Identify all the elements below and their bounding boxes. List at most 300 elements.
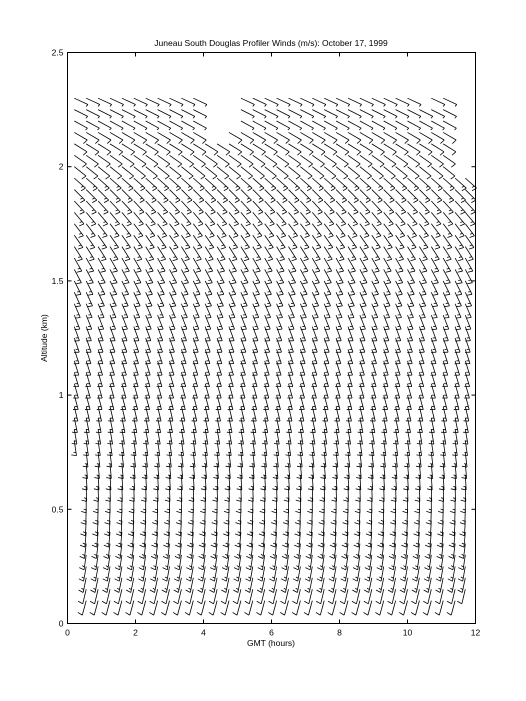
wind-barb bbox=[387, 601, 395, 615]
wind-barb-feather bbox=[236, 511, 241, 513]
wind-barb-feather bbox=[317, 236, 322, 238]
wind-barb-staff bbox=[205, 235, 214, 247]
wind-barb bbox=[122, 98, 136, 106]
wind-barb-staff bbox=[348, 349, 353, 363]
wind-barb-feather bbox=[81, 188, 85, 191]
wind-barb-feather bbox=[103, 568, 108, 570]
wind-barb bbox=[190, 441, 195, 456]
wind-barb-feather bbox=[385, 294, 390, 295]
wind-barb-feather bbox=[92, 200, 97, 202]
wind-barb-feather bbox=[254, 318, 259, 319]
wind-barb-feather bbox=[127, 568, 132, 570]
wind-barb-feather bbox=[235, 210, 237, 211]
wind-barb-staff bbox=[336, 155, 348, 164]
wind-barb-feather bbox=[388, 257, 391, 258]
wind-barb-staff bbox=[158, 132, 171, 140]
wind-barb-feather bbox=[403, 577, 405, 578]
wind-barb-feather bbox=[390, 523, 395, 525]
wind-barb bbox=[384, 132, 397, 143]
wind-barb bbox=[109, 384, 114, 398]
wind-barb bbox=[170, 110, 183, 119]
wind-barb-staff bbox=[408, 110, 421, 117]
wind-barb-staff bbox=[158, 167, 170, 176]
wind-barb-feather bbox=[80, 534, 85, 536]
wind-barb-feather bbox=[410, 271, 415, 272]
wind-barb-feather bbox=[389, 233, 391, 234]
wind-barb-staff bbox=[348, 212, 358, 223]
wind-barb-feather bbox=[187, 222, 189, 223]
wind-barb-feather bbox=[151, 233, 153, 234]
wind-barb-feather bbox=[332, 554, 334, 555]
wind-barb-staff bbox=[217, 155, 229, 164]
wind-barb bbox=[381, 441, 386, 456]
wind-barb-feather bbox=[256, 612, 260, 615]
wind-barb-feather bbox=[333, 543, 335, 544]
wind-barb-feather bbox=[98, 116, 100, 118]
wind-barb bbox=[292, 601, 300, 615]
wind-barb-feather bbox=[287, 475, 290, 476]
wind-barb-feather bbox=[330, 534, 335, 536]
wind-barb-feather bbox=[259, 186, 261, 187]
wind-barb-feather bbox=[242, 318, 247, 319]
wind-barb-feather bbox=[187, 210, 189, 211]
wind-barb-staff bbox=[134, 121, 147, 128]
wind-barb-staff bbox=[217, 224, 226, 236]
wind-barb-feather bbox=[127, 556, 132, 558]
wind-barb-feather bbox=[101, 259, 106, 260]
wind-barb-feather bbox=[223, 545, 228, 547]
wind-barb-feather bbox=[297, 532, 299, 533]
wind-barb-feather bbox=[93, 588, 95, 589]
wind-barb-feather bbox=[273, 532, 275, 533]
wind-barb-staff bbox=[408, 155, 420, 164]
wind-barb-feather bbox=[414, 198, 416, 199]
wind-barb-feather bbox=[139, 556, 144, 558]
wind-barb-feather bbox=[307, 534, 312, 536]
wind-barb-staff bbox=[300, 201, 310, 212]
wind-barb-feather bbox=[227, 475, 230, 476]
wind-barb bbox=[265, 121, 278, 130]
wind-barb-feather bbox=[391, 176, 395, 179]
wind-barb bbox=[144, 407, 149, 422]
wind-barb-feather bbox=[392, 532, 394, 533]
wind-barb bbox=[287, 407, 292, 422]
wind-barb-feather bbox=[369, 444, 374, 445]
wind-barb-feather bbox=[288, 128, 290, 130]
wind-barb-feather bbox=[345, 152, 349, 155]
wind-barb bbox=[98, 167, 110, 179]
wind-barb-feather bbox=[292, 612, 296, 615]
wind-barb-feather bbox=[328, 612, 332, 615]
wind-barb-feather bbox=[234, 233, 236, 234]
wind-barb-feather bbox=[257, 245, 260, 246]
wind-barb-staff bbox=[241, 372, 245, 386]
wind-barb-feather bbox=[119, 140, 123, 144]
wind-barb-feather bbox=[207, 294, 212, 295]
wind-barb-feather bbox=[403, 176, 407, 179]
wind-barb bbox=[214, 441, 219, 456]
wind-barb-feather bbox=[199, 545, 204, 547]
wind-barb bbox=[209, 589, 217, 604]
wind-barb bbox=[384, 110, 397, 119]
wind-barb-staff bbox=[384, 144, 397, 152]
wind-barb-feather bbox=[273, 152, 277, 155]
wind-barb-staff bbox=[193, 327, 198, 341]
wind-barb-feather bbox=[415, 588, 417, 589]
wind-barb-feather bbox=[222, 579, 227, 581]
wind-barb-feather bbox=[269, 236, 274, 238]
wind-barb-feather bbox=[312, 128, 314, 130]
wind-barb-staff bbox=[300, 361, 305, 375]
wind-barb-staff bbox=[217, 327, 222, 341]
wind-barb-feather bbox=[128, 198, 130, 199]
wind-barb-feather bbox=[272, 511, 277, 513]
wind-barb bbox=[146, 155, 158, 167]
wind-barb-staff bbox=[86, 372, 90, 386]
wind-barb-staff bbox=[289, 361, 294, 375]
wind-barb-staff bbox=[134, 155, 146, 164]
wind-barb-staff bbox=[277, 315, 283, 329]
wind-barb-feather bbox=[88, 283, 93, 284]
wind-barb bbox=[146, 178, 157, 191]
wind-barb-feather bbox=[163, 212, 168, 214]
wind-barb-staff bbox=[324, 155, 336, 164]
wind-barb-feather bbox=[164, 534, 169, 536]
wind-barb-feather bbox=[75, 306, 80, 307]
wind-barb-feather bbox=[280, 259, 285, 260]
wind-barb-feather bbox=[365, 556, 370, 558]
wind-barb-feather bbox=[180, 475, 183, 476]
wind-barb-staff bbox=[289, 327, 294, 341]
wind-barb-staff bbox=[241, 235, 250, 247]
wind-barb-feather bbox=[80, 556, 85, 558]
wind-barb-feather bbox=[148, 283, 153, 284]
wind-barb-feather bbox=[144, 475, 147, 476]
wind-barb-feather bbox=[264, 128, 266, 130]
wind-barb-feather bbox=[336, 116, 338, 118]
wind-barb-feather bbox=[94, 164, 98, 167]
wind-barb-staff bbox=[396, 144, 409, 152]
wind-barb-staff bbox=[372, 110, 385, 117]
wind-barb bbox=[300, 144, 313, 155]
wind-barb-feather bbox=[268, 259, 273, 260]
wind-barb-feather bbox=[309, 543, 311, 544]
wind-barb-staff bbox=[170, 224, 179, 236]
wind-barb-feather bbox=[298, 444, 303, 445]
wind-barb-feather bbox=[392, 566, 394, 567]
wind-barb bbox=[122, 132, 135, 143]
wind-barb-feather bbox=[234, 224, 239, 226]
wind-barb bbox=[253, 98, 267, 106]
wind-barb-feather bbox=[292, 259, 297, 260]
wind-barb-staff bbox=[205, 372, 209, 386]
wind-barb-feather bbox=[310, 140, 314, 144]
wind-barb-staff bbox=[181, 178, 192, 188]
wind-barb-staff bbox=[205, 155, 217, 164]
wind-barb-feather bbox=[143, 455, 148, 456]
wind-barb-staff bbox=[134, 178, 145, 188]
wind-barb-feather bbox=[138, 590, 143, 592]
wind-barb-feather bbox=[157, 116, 159, 118]
wind-barb bbox=[180, 395, 185, 409]
wind-barb-feather bbox=[80, 212, 85, 214]
wind-barb-staff bbox=[158, 224, 167, 236]
wind-barb-staff bbox=[110, 190, 121, 201]
wind-barb-feather bbox=[261, 554, 263, 555]
wind-barb-staff bbox=[146, 315, 152, 329]
wind-barb-staff bbox=[336, 178, 347, 188]
wind-barb-feather bbox=[221, 257, 224, 258]
wind-barb bbox=[193, 121, 206, 130]
wind-barb bbox=[134, 201, 144, 214]
wind-barb bbox=[178, 452, 183, 467]
wind-barb-feather bbox=[355, 511, 360, 513]
wind-barb-feather bbox=[293, 233, 295, 234]
wind-barb-feather bbox=[409, 294, 414, 295]
wind-barb bbox=[408, 110, 421, 119]
wind-barb-staff bbox=[408, 144, 421, 152]
wind-barb-feather bbox=[401, 556, 406, 558]
wind-barb bbox=[384, 98, 398, 106]
wind-barb bbox=[246, 566, 253, 581]
wind-barb bbox=[400, 578, 408, 593]
wind-barb bbox=[384, 178, 395, 191]
wind-barb bbox=[277, 224, 286, 238]
wind-barb bbox=[170, 190, 181, 203]
wind-barb bbox=[244, 601, 252, 615]
wind-barb-staff bbox=[98, 338, 103, 352]
wind-barb bbox=[277, 178, 288, 191]
wind-barb-staff bbox=[170, 212, 180, 223]
wind-barb-staff bbox=[408, 190, 419, 201]
wind-barb bbox=[238, 441, 243, 456]
wind-barb-feather bbox=[248, 577, 250, 578]
wind-barb bbox=[79, 578, 87, 593]
wind-barb bbox=[416, 452, 421, 467]
wind-barb bbox=[122, 178, 133, 191]
wind-barb-feather bbox=[152, 200, 157, 202]
wind-barb bbox=[107, 441, 112, 456]
wind-barb-staff bbox=[396, 235, 405, 247]
wind-barb-feather bbox=[368, 164, 372, 167]
wind-barb-feather bbox=[268, 268, 271, 269]
wind-barb-feather bbox=[83, 466, 88, 467]
wind-barb-feather bbox=[118, 566, 120, 567]
wind-barb-staff bbox=[348, 224, 357, 236]
wind-barb bbox=[372, 167, 384, 179]
wind-barb bbox=[78, 589, 86, 604]
wind-barb-feather bbox=[216, 475, 219, 476]
wind-barb bbox=[275, 384, 280, 398]
wind-barb-feather bbox=[364, 236, 369, 238]
wind-barb bbox=[412, 578, 420, 593]
wind-barb-feather bbox=[354, 545, 359, 547]
wind-barb-staff bbox=[134, 190, 145, 201]
wind-barb-feather bbox=[103, 222, 105, 223]
wind-barb-staff bbox=[170, 121, 183, 128]
wind-barb-feather bbox=[182, 318, 187, 319]
wind-barb-staff bbox=[229, 235, 238, 247]
wind-barb bbox=[277, 167, 289, 179]
wind-barb bbox=[168, 395, 173, 409]
wind-barb-feather bbox=[269, 579, 274, 581]
wind-barb-feather bbox=[158, 318, 163, 319]
wind-barb-staff bbox=[384, 349, 389, 363]
wind-barb-feather bbox=[193, 105, 195, 107]
wind-barb-feather bbox=[390, 188, 394, 191]
wind-barb-feather bbox=[352, 601, 357, 604]
wind-barb bbox=[348, 132, 361, 143]
wind-barb-feather bbox=[307, 523, 312, 525]
wind-barb-feather bbox=[164, 198, 166, 199]
wind-barb-feather bbox=[418, 475, 421, 476]
wind-barb-feather bbox=[200, 511, 205, 513]
wind-barb bbox=[376, 578, 384, 593]
wind-barb-feather bbox=[330, 200, 335, 202]
wind-barb bbox=[253, 167, 265, 179]
x-tick-label: 8 bbox=[337, 627, 342, 638]
wind-barb-feather bbox=[331, 188, 335, 191]
wind-barb-staff bbox=[372, 144, 385, 152]
wind-barb-staff bbox=[384, 224, 393, 236]
wind-barb-feather bbox=[77, 271, 82, 272]
wind-barb-staff bbox=[348, 98, 362, 104]
wind-barb-feather bbox=[250, 455, 255, 456]
wind-barb bbox=[300, 201, 310, 214]
wind-barb-staff bbox=[372, 224, 381, 236]
wind-barb-feather bbox=[329, 568, 334, 570]
wind-barb bbox=[186, 555, 193, 570]
wind-barbs bbox=[71, 98, 476, 615]
wind-barb-staff bbox=[229, 212, 239, 223]
wind-barb-staff bbox=[193, 155, 205, 164]
wind-barb bbox=[297, 441, 302, 456]
wind-barb-feather bbox=[90, 248, 95, 250]
wind-barb-feather bbox=[190, 543, 192, 544]
wind-barb-feather bbox=[177, 577, 179, 578]
wind-barb-staff bbox=[312, 224, 321, 236]
wind-barb-feather bbox=[352, 590, 357, 592]
wind-barb-feather bbox=[116, 534, 121, 536]
wind-barb-feather bbox=[200, 523, 205, 525]
wind-barb bbox=[73, 395, 78, 409]
wind-barb-staff bbox=[110, 235, 119, 247]
wind-barb-feather bbox=[226, 543, 228, 544]
wind-barb-feather bbox=[195, 283, 200, 284]
wind-barb-feather bbox=[320, 566, 322, 567]
wind-barb-feather bbox=[342, 200, 347, 202]
wind-barb bbox=[383, 384, 388, 398]
wind-barb bbox=[312, 121, 325, 130]
wind-barb-staff bbox=[348, 121, 361, 128]
wind-barb bbox=[131, 441, 136, 456]
wind-barb-staff bbox=[170, 372, 174, 386]
wind-barb-feather bbox=[308, 176, 312, 179]
wind-barb-feather bbox=[368, 543, 370, 544]
wind-barb-feather bbox=[188, 534, 193, 536]
wind-barb-staff bbox=[98, 167, 110, 176]
wind-barb-feather bbox=[401, 210, 403, 211]
wind-barb-feather bbox=[123, 318, 128, 319]
wind-barb bbox=[233, 578, 241, 593]
wind-barb-feather bbox=[225, 554, 227, 555]
wind-barb-feather bbox=[208, 259, 213, 260]
wind-barb-feather bbox=[333, 532, 335, 533]
wind-barb-staff bbox=[289, 98, 303, 104]
wind-barb bbox=[134, 224, 143, 238]
wind-barb bbox=[86, 224, 95, 238]
wind-barb bbox=[396, 224, 405, 238]
wind-barb-staff bbox=[241, 121, 254, 128]
wind-barb-feather bbox=[104, 200, 109, 202]
wind-barb bbox=[74, 121, 87, 130]
wind-barb-feather bbox=[226, 532, 228, 533]
wind-barb-feather bbox=[116, 200, 121, 202]
wind-barb bbox=[98, 155, 110, 167]
wind-barb-feather bbox=[243, 271, 248, 272]
wind-barb-staff bbox=[193, 167, 205, 176]
wind-barb-feather bbox=[402, 534, 407, 536]
wind-barb-feather bbox=[389, 556, 394, 558]
wind-barb-staff bbox=[158, 190, 169, 201]
wind-barb-staff bbox=[300, 110, 313, 117]
wind-barb-feather bbox=[209, 601, 214, 604]
wind-barb-feather bbox=[119, 466, 124, 467]
wind-barb-feather bbox=[357, 444, 362, 445]
wind-barb-feather bbox=[364, 248, 369, 250]
wind-barb-feather bbox=[365, 222, 367, 223]
wind-barb-staff bbox=[289, 155, 301, 164]
wind-barb-feather bbox=[337, 318, 342, 319]
wind-barb-feather bbox=[402, 186, 404, 187]
wind-barb-feather bbox=[332, 577, 334, 578]
wind-barb-feather bbox=[419, 116, 421, 118]
wind-barb-feather bbox=[78, 268, 81, 269]
wind-barb bbox=[193, 212, 203, 226]
wind-barb-feather bbox=[116, 198, 118, 199]
wind-barb-feather bbox=[412, 245, 415, 246]
wind-barb-feather bbox=[82, 577, 84, 578]
wind-barb-staff bbox=[134, 201, 144, 212]
wind-barb-feather bbox=[197, 601, 202, 604]
wind-barb-feather bbox=[400, 233, 402, 234]
wind-barb-staff bbox=[241, 327, 246, 341]
wind-barb bbox=[110, 98, 124, 106]
wind-barb-feather bbox=[223, 534, 228, 536]
wind-barb-feather bbox=[94, 554, 96, 555]
wind-barb-feather bbox=[331, 511, 336, 513]
wind-barb-staff bbox=[193, 121, 206, 128]
wind-barb bbox=[300, 178, 311, 191]
wind-barb-staff bbox=[170, 167, 182, 176]
wind-barb-staff bbox=[134, 349, 139, 363]
wind-barb-feather bbox=[287, 464, 290, 465]
wind-barb-feather bbox=[362, 283, 367, 284]
wind-barb-feather bbox=[353, 233, 355, 234]
wind-barb-staff bbox=[277, 235, 286, 247]
wind-barb-staff bbox=[277, 167, 289, 176]
wind-barb-feather bbox=[197, 268, 200, 269]
wind-barb-feather bbox=[388, 245, 391, 246]
wind-barb-feather bbox=[122, 116, 124, 118]
wind-barb bbox=[265, 98, 279, 106]
wind-barb bbox=[251, 395, 256, 409]
wind-barb-feather bbox=[297, 455, 302, 456]
wind-barb-feather bbox=[318, 200, 323, 202]
wind-barb-feather bbox=[126, 236, 131, 238]
wind-barb-feather bbox=[209, 268, 212, 269]
wind-barb-feather bbox=[270, 556, 275, 558]
